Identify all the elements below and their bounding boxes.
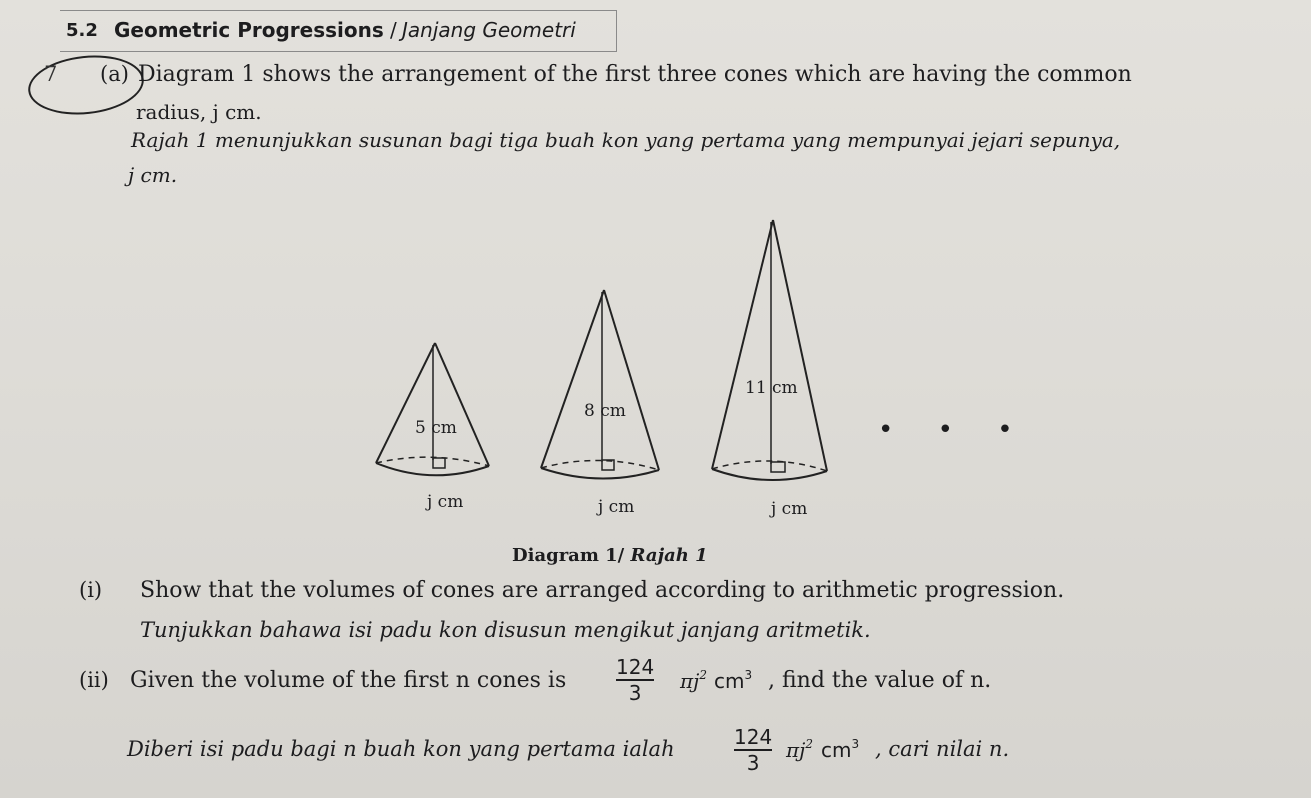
part-ii-english-end: , find the value of n. [768,668,992,693]
cone-2-height-label: 8 cm [584,401,626,421]
cone-3 [712,220,827,480]
unit-cm: cm [714,669,745,693]
intro-malay-line-1: Rajah 1 menunjukkan susunan bagi tiga buah kon yang pertama yang mempunyai jejari sepunya, [131,128,1121,152]
part-i-english: Show that the volumes of cones are arranged according to arithmetic progression. [140,578,1065,603]
section-title-malay: Janjang Geometri [402,18,576,42]
fraction-numerator: 124 [616,655,655,679]
intro-english-line-1: Diagram 1 shows the arrangement of the first three cones which are having the common [138,62,1132,87]
fraction-denominator: 3 [746,751,760,775]
cone-1-height-label: 5 cm [415,418,457,438]
cubed-exponent: 3 [851,737,860,751]
unit-cm-cubed-english [714,668,752,693]
question-part-label: (a) [100,62,129,86]
section-number: 5.2 [66,20,98,41]
part-ii-label: (ii) [79,668,109,692]
cubed-exponent: 3 [744,668,753,682]
cone-3-height-label: 11 cm [745,378,798,398]
section-title-separator: / [390,18,397,42]
part-ii-english: Given the volume of the first n cones is [130,668,567,693]
sequence-ellipsis: • • • [878,415,1031,445]
part-i-malay: Tunjukkan bahawa isi padu kon disusun mengikut janjang aritmetik. [140,618,871,642]
unit-cm-cubed-malay [821,737,859,762]
cone-3-radius-label: j cm [771,499,808,519]
volume-fraction-malay [734,726,772,774]
squared-exponent: 2 [699,668,707,682]
intro-malay-line-2: j cm. [128,163,178,187]
cone-1-radius-label: j cm [427,492,464,512]
squared-exponent: 2 [805,737,813,751]
pi-j-squared-english [680,668,707,693]
unit-cm: cm [821,738,852,762]
diagram-caption [512,545,708,566]
volume-fraction-english [616,656,654,704]
part-i-label: (i) [79,578,103,602]
pi-j-symbol: πj [680,669,700,693]
diagram-caption-english: Diagram 1/ [512,545,625,566]
question-number: 7 [44,62,58,86]
cone-2 [541,290,659,479]
diagram-caption-malay: Rajah 1 [630,545,708,566]
cone-1 [376,343,489,475]
part-ii-malay: Diberi isi padu bagi n buah kon yang pertama ialah [127,737,675,761]
part-ii-malay-end: , cari nilai n. [875,737,1010,761]
intro-english-line-2: radius, j cm. [136,100,262,124]
pi-j-squared-malay [786,737,813,762]
cone-2-radius-label: j cm [598,497,635,517]
section-title: Geometric Progressions [114,18,384,42]
fraction-numerator: 124 [734,725,773,749]
pi-j-symbol: πj [786,738,806,762]
fraction-denominator: 3 [628,681,642,705]
